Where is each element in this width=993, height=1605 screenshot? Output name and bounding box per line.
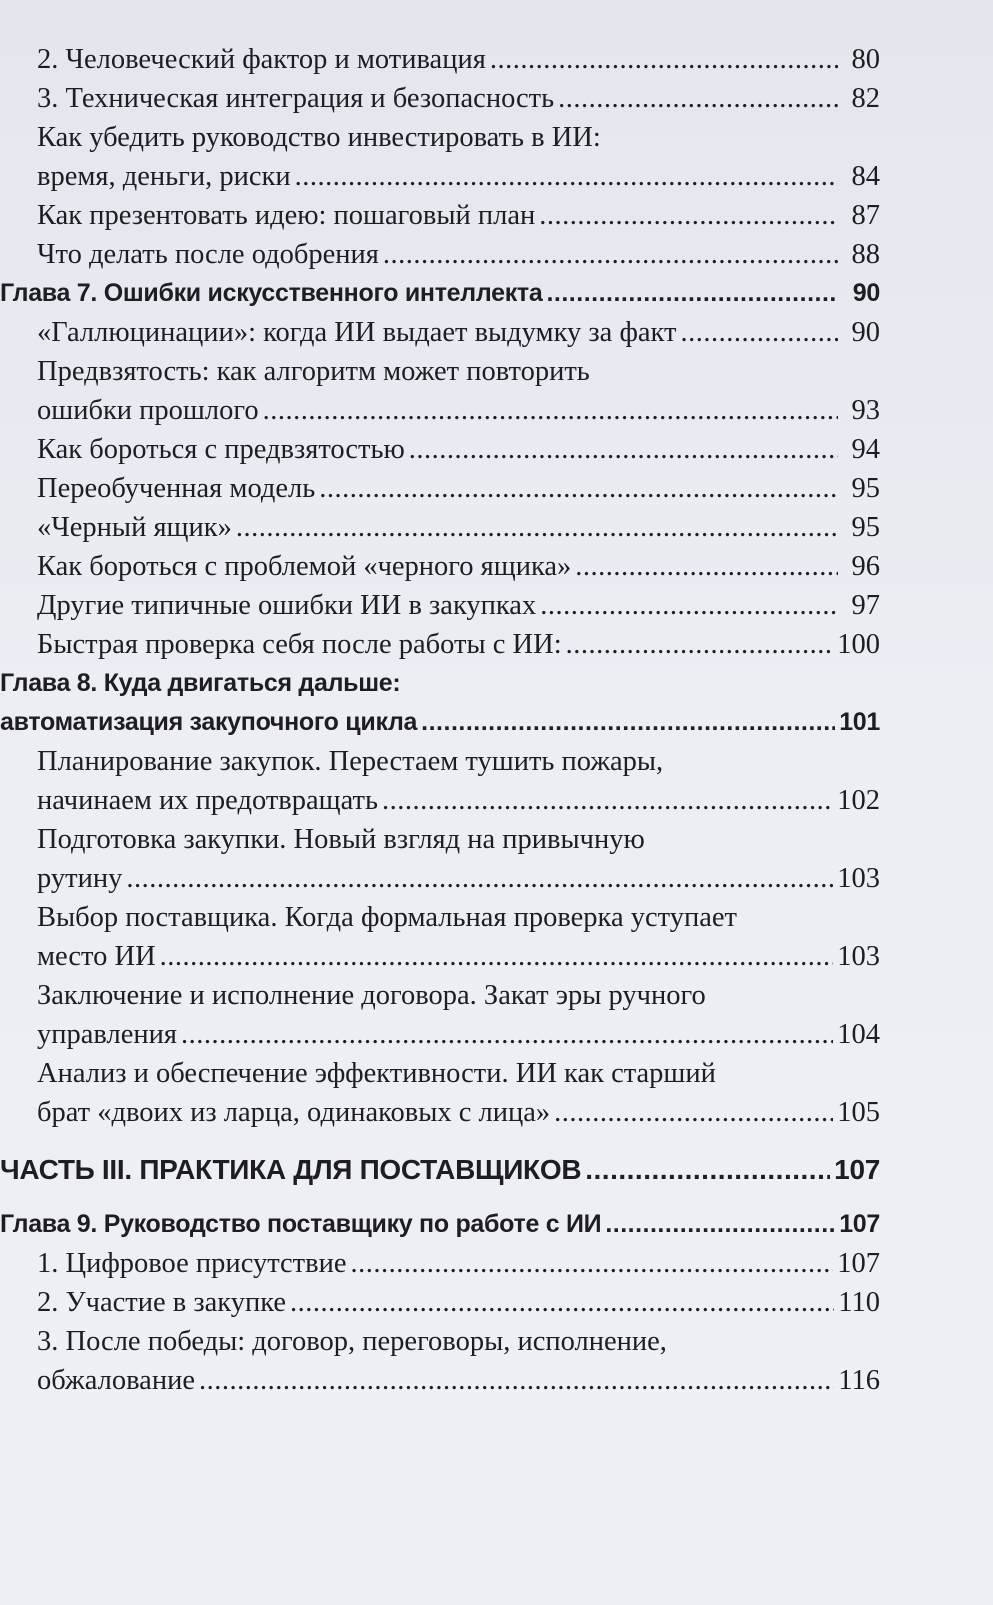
dot-leader [350, 1244, 833, 1283]
dot-leader [585, 1150, 830, 1189]
toc-entry [0, 508, 880, 547]
toc-entry [0, 976, 880, 1054]
toc-page-number: 110 [838, 1287, 880, 1318]
toc-entry [0, 1244, 880, 1283]
toc-entry [0, 274, 880, 313]
toc-entry [0, 742, 880, 820]
toc-entry-line [37, 625, 880, 664]
toc-entry [0, 469, 880, 508]
dot-leader [554, 1093, 833, 1132]
toc-page-number: 102 [837, 785, 880, 816]
toc-entry [0, 40, 880, 79]
toc-page-number: 87 [851, 200, 880, 231]
toc-entry [0, 235, 880, 274]
toc-entry-line [37, 40, 880, 79]
toc-page-number: 100 [837, 629, 880, 660]
toc-page-number: 107 [837, 1248, 880, 1279]
toc-entry-line [0, 1205, 880, 1244]
dot-leader [575, 547, 838, 586]
toc-entry-title: Что делать после одобрения [37, 239, 379, 270]
toc-entry [0, 625, 880, 664]
dot-leader [236, 508, 838, 547]
dot-leader [263, 391, 838, 430]
dot-leader [409, 430, 838, 469]
toc-entry [0, 79, 880, 118]
toc-entry-title-line: Выбор поставщика. Когда формальная проверка уступает [37, 902, 737, 933]
dot-leader [126, 859, 833, 898]
toc-page-number: 95 [851, 473, 880, 504]
toc-page-number: 101 [839, 708, 880, 736]
toc-entry-line [37, 1093, 880, 1132]
toc-page-number: 93 [851, 395, 880, 426]
toc-page-number: 90 [851, 317, 880, 348]
toc-entry-title: Глава 7. Ошибки искусственного интеллекта [0, 279, 543, 307]
toc-page-number: 104 [837, 1019, 880, 1050]
dot-leader [421, 703, 835, 742]
dot-leader [383, 235, 838, 274]
toc-entry-title: 2. Участие в закупке [37, 1287, 287, 1318]
toc-page-number: 96 [851, 551, 880, 582]
toc-entry-line [37, 1244, 880, 1283]
toc-entry [0, 1205, 880, 1244]
toc-entry-title: обжалование [37, 1365, 195, 1396]
toc-entry-title-line: Подготовка закупки. Новый взгляд на привычную [37, 824, 645, 855]
toc-page-number: 97 [851, 590, 880, 621]
toc-page-number: 95 [851, 512, 880, 543]
toc-entry-line [37, 157, 880, 196]
toc-entry-title: Как презентовать идею: пошаговый план [37, 200, 536, 231]
dot-leader [319, 469, 838, 508]
toc-entry-line [37, 937, 880, 976]
toc-entry-line [0, 274, 880, 313]
toc-entry-title: Как бороться с проблемой «черного ящика» [37, 551, 572, 582]
dot-leader [490, 40, 838, 79]
toc-entry [0, 1322, 880, 1400]
toc-entry-title: 2. Человеческий фактор и мотивация [37, 44, 486, 75]
toc-entry-line [37, 391, 880, 430]
toc-entry-title: «Галлюцинации»: когда ИИ выдает выдумку за факт [37, 317, 677, 348]
toc-entry-line [37, 469, 880, 508]
toc-entry-title-line: Предвзятость: как алгоритм может повторить [37, 356, 590, 387]
toc-entry-line [0, 703, 880, 742]
toc-entry-title: Другие типичные ошибки ИИ в закупках [37, 590, 537, 621]
toc-page-number: 107 [834, 1154, 880, 1185]
toc-entry-title-line: Как убедить руководство инвестировать в ИИ: [37, 122, 601, 153]
toc-page-number: 80 [851, 44, 880, 75]
dot-leader [295, 157, 838, 196]
dot-leader [181, 1015, 833, 1054]
toc-entry-title-line: Анализ и обеспечение эффективности. ИИ как старший [37, 1058, 716, 1089]
toc-entry-line [37, 508, 880, 547]
dot-leader [199, 1361, 834, 1400]
toc-entry-line [37, 547, 880, 586]
dot-leader [160, 937, 834, 976]
toc-page-number: 105 [837, 1097, 880, 1128]
toc-entry [0, 352, 880, 430]
dot-leader [540, 586, 838, 625]
toc-page-number: 82 [851, 83, 880, 114]
toc-entry-title: ЧАСТЬ III. ПРАКТИКА ДЛЯ ПОСТАВЩИКОВ [0, 1154, 582, 1185]
toc-entry-title: начинаем их предотвращать [37, 785, 378, 816]
toc-entry-line [37, 79, 880, 118]
toc-entry-title-line: Планирование закупок. Перестаем тушить пожары, [37, 746, 664, 777]
toc-page-number: 94 [851, 434, 880, 465]
dot-leader [539, 196, 838, 235]
dot-leader [546, 274, 838, 313]
toc-entry-line [0, 1150, 880, 1189]
toc-entry-title: автоматизация закупочного цикла [0, 708, 418, 736]
toc-entry-title: 3. Техническая интеграция и безопасность [37, 83, 555, 114]
toc-entry-title: Переобученная модель [37, 473, 316, 504]
toc-entry [0, 430, 880, 469]
dot-leader [290, 1283, 834, 1322]
toc-entry-line [37, 1361, 880, 1400]
toc-entry-title: Глава 9. Руководство поставщику по работе с ИИ [0, 1210, 602, 1238]
toc-entry-line [37, 586, 880, 625]
toc-entry-title: управления [37, 1019, 177, 1050]
toc-page-number: 90 [852, 279, 880, 307]
toc-entry-line [37, 430, 880, 469]
toc-entry-title-line: 3. После победы: договор, переговоры, исполнение, [37, 1326, 667, 1357]
toc-entry [0, 313, 880, 352]
dot-leader [558, 79, 838, 118]
dot-leader [605, 1205, 835, 1244]
toc-entry-title: 1. Цифровое присутствие [37, 1248, 347, 1279]
toc-entry-title: Как бороться с предвзятостью [37, 434, 405, 465]
toc-entry [0, 898, 880, 976]
toc-entry-title-line: Глава 8. Куда двигаться дальше: [0, 669, 401, 697]
toc-entry-title: время, деньги, риски [37, 161, 291, 192]
toc-entry [0, 196, 880, 235]
toc-entry-title: «Черный ящик» [37, 512, 232, 543]
dot-leader [680, 313, 838, 352]
toc-page-number: 107 [839, 1210, 880, 1238]
toc-entry-line [37, 781, 880, 820]
toc-entry-line [37, 313, 880, 352]
toc-entry-title: ошибки прошлого [37, 395, 259, 426]
toc-entry-line [37, 859, 880, 898]
toc-entry [0, 664, 880, 742]
toc-page-number: 84 [851, 161, 880, 192]
dot-leader [382, 781, 833, 820]
toc-entry [0, 547, 880, 586]
table-of-contents [0, 40, 993, 1400]
toc-entry-title: Быстрая проверка себя после работы с ИИ: [37, 629, 562, 660]
toc-entry-title: место ИИ [37, 941, 156, 972]
toc-entry-title: рутину [37, 863, 123, 894]
toc-entry [0, 1054, 880, 1132]
toc-page-number: 103 [837, 941, 880, 972]
toc-entry-title: брат «двоих из ларца, одинаковых с лица» [37, 1097, 551, 1128]
toc-entry-title-line: Заключение и исполнение договора. Закат эры ручного [37, 980, 706, 1011]
toc-entry [0, 1150, 880, 1189]
toc-entry [0, 1283, 880, 1322]
toc-page-number: 88 [851, 239, 880, 270]
toc-page-number: 103 [837, 863, 880, 894]
toc-entry [0, 820, 880, 898]
toc-entry-line [37, 235, 880, 274]
toc-entry-line [37, 1283, 880, 1322]
toc-page-number: 116 [838, 1365, 880, 1396]
toc-entry-line [37, 196, 880, 235]
dot-leader [566, 625, 834, 664]
toc-entry-line [37, 1015, 880, 1054]
toc-entry [0, 118, 880, 196]
toc-entry [0, 586, 880, 625]
